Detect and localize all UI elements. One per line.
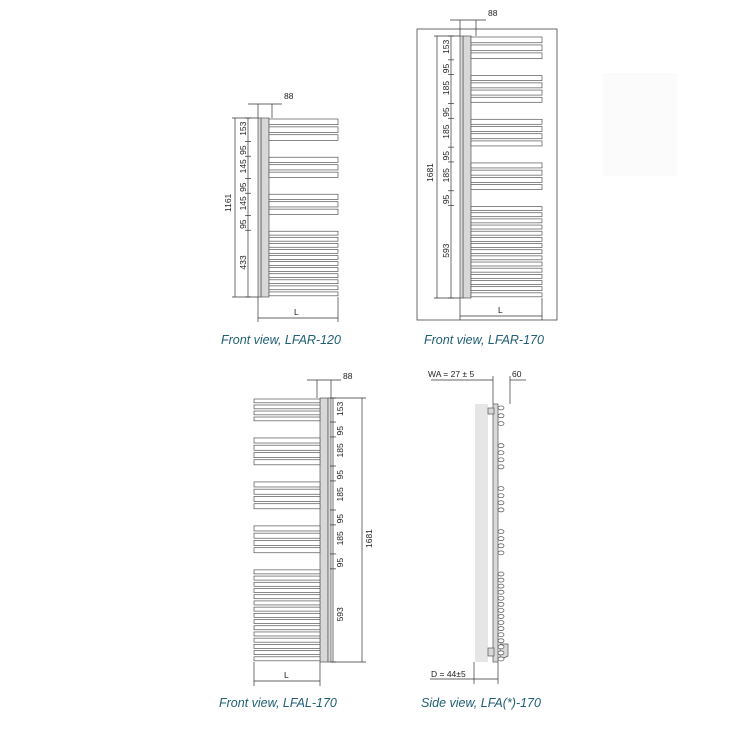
segment-label: 185 [335,531,345,546]
tube [254,489,320,494]
tube [471,119,542,124]
caption-lfar170: Front view, LFAR-170 [424,333,544,347]
segment-label: 153 [238,121,248,136]
tube [471,134,542,139]
tube-end [498,487,504,491]
wall-bracket [258,118,261,297]
tube-group [471,37,542,297]
depth-label: D = 44±5 [431,669,466,679]
depth-60-label: 60 [512,369,522,379]
bottom-bracket [488,648,494,656]
segment-label: 95 [335,513,345,524]
total-height-label: 1161 [223,193,233,212]
segment-label: 185 [441,80,451,96]
tube-end [498,406,504,410]
tube [471,293,542,297]
tube [254,438,320,443]
segment-label: 95 [335,557,345,568]
view-lfar170 [417,8,557,320]
blank-panel [603,73,677,176]
tube [269,268,338,272]
tube-end [498,657,504,661]
tube [269,256,338,260]
tube-end [498,578,504,582]
tube [254,496,320,501]
tube [254,526,320,531]
segment-label: 95 [335,426,345,436]
tube [269,209,338,214]
tube [269,165,338,170]
tube [471,250,542,254]
tube-end [498,501,504,505]
tube [471,141,542,146]
segment-label: 185 [335,487,345,502]
tube-end [498,584,504,588]
tube [254,601,320,605]
top-bracket [488,408,494,414]
tube-end [498,627,504,631]
tube [254,613,320,617]
segment-label: 95 [238,219,248,229]
tube [254,548,320,553]
tube [471,274,542,278]
tube-end [498,596,504,600]
view-lfar120 [223,91,338,322]
segment-label: 593 [335,607,345,622]
length-label: L [284,670,289,680]
segment-label: 153 [335,401,345,417]
segment-label: 593 [441,243,451,258]
tube [471,185,542,190]
side-rail [493,404,498,662]
tube-end [498,451,504,455]
tube [254,411,320,415]
segment-label: 153 [441,39,451,54]
length-label: L [498,305,503,315]
segment-label: 433 [238,255,248,270]
segment-label: 95 [238,145,248,155]
tube [269,172,338,177]
tube [254,644,320,648]
tube [471,262,542,266]
tube [471,256,542,260]
tube [254,638,320,642]
segment-label: 95 [441,63,451,74]
tube [254,482,320,487]
tube [269,135,338,141]
segment-label: 95 [441,151,451,161]
tube [254,399,320,403]
tube-end [498,590,504,594]
tube [269,262,338,266]
vertical-rail [463,36,471,298]
tube [471,207,542,211]
wall-bracket [460,36,463,298]
tube [254,405,320,409]
vertical-rail [261,118,269,297]
segment-label: 95 [335,469,345,480]
tube-end [498,544,504,548]
tube-group [254,399,320,661]
tube [254,620,320,624]
segment-label: 185 [441,168,451,183]
tube [254,651,320,655]
tube-end [498,422,504,426]
tube [269,274,338,278]
tube [254,582,320,586]
tube [254,657,320,661]
tube [269,237,338,241]
total-height-label: 1681 [364,529,374,548]
tube [254,460,320,465]
view-lfal170 [254,371,374,686]
caption-side170: Side view, LFA(*)-170 [421,696,541,710]
tube [471,53,542,59]
width-88-label: 88 [343,371,353,381]
segment-label: 185 [441,124,451,139]
caption-lfar120: Front view, LFAR-120 [221,333,341,347]
tube-end [498,551,504,555]
segment-label: 95 [238,182,248,192]
tube [471,97,542,102]
wall-bracket [328,398,331,662]
tube [269,157,338,162]
tube-end [498,608,504,612]
tube [471,219,542,223]
tube-end [498,572,504,576]
tube-end [498,530,504,534]
tube-end [498,414,504,418]
segment-label: 185 [335,443,345,458]
tube [471,76,542,81]
wall-distance-label: WA = 27 ± 5 [428,369,475,379]
tube [471,287,542,291]
tube-end [498,645,504,649]
tube [471,213,542,217]
tube [471,127,542,132]
tube [254,626,320,630]
tube-ends [498,406,504,661]
tube-end [498,639,504,643]
tube [471,225,542,229]
tube [269,249,338,253]
tube [254,595,320,599]
tube-end [498,494,504,498]
width-88-label: 88 [488,8,498,18]
tube [254,570,320,574]
tube [254,452,320,457]
tube [254,417,320,421]
tube [471,170,542,175]
tube [471,177,542,182]
tube [471,90,542,95]
vertical-rail [320,398,328,662]
tube [254,540,320,545]
segment-label: 145 [238,159,248,174]
tube-end [498,465,504,469]
tube [269,127,338,133]
tube [254,504,320,509]
tube-end [498,614,504,618]
tube [269,119,338,125]
tube [254,445,320,450]
segment-label: 95 [441,194,451,205]
tube [269,202,338,207]
total-height-label: 1681 [425,163,435,182]
tube [269,286,338,290]
tube-end [498,537,504,541]
caption-lfal170: Front view, LFAL-170 [219,696,337,710]
tube-end [498,602,504,606]
tube-end [498,508,504,512]
tube [254,533,320,538]
tube [254,607,320,611]
tube [471,268,542,272]
view-side170 [428,369,526,684]
length-label: L [294,307,299,317]
tube-group [269,119,338,296]
tube [254,588,320,592]
tube [269,243,338,247]
tube [269,231,338,235]
wall [475,404,488,662]
tube-end [498,621,504,625]
tube [471,45,542,51]
tube-end [498,651,504,655]
tube-end [498,458,504,462]
tube-end [498,633,504,637]
tube [471,244,542,248]
width-88-label: 88 [284,91,294,101]
tube [471,231,542,235]
tube [471,237,542,241]
segment-label: 95 [441,107,451,117]
tube [471,163,542,168]
tube [254,632,320,636]
tube [471,281,542,285]
tube [471,37,542,43]
tube [269,194,338,199]
segment-label: 145 [238,196,248,211]
tube [254,576,320,580]
tube-end [498,444,504,448]
tube [269,292,338,296]
tube [269,280,338,284]
tube [471,83,542,88]
